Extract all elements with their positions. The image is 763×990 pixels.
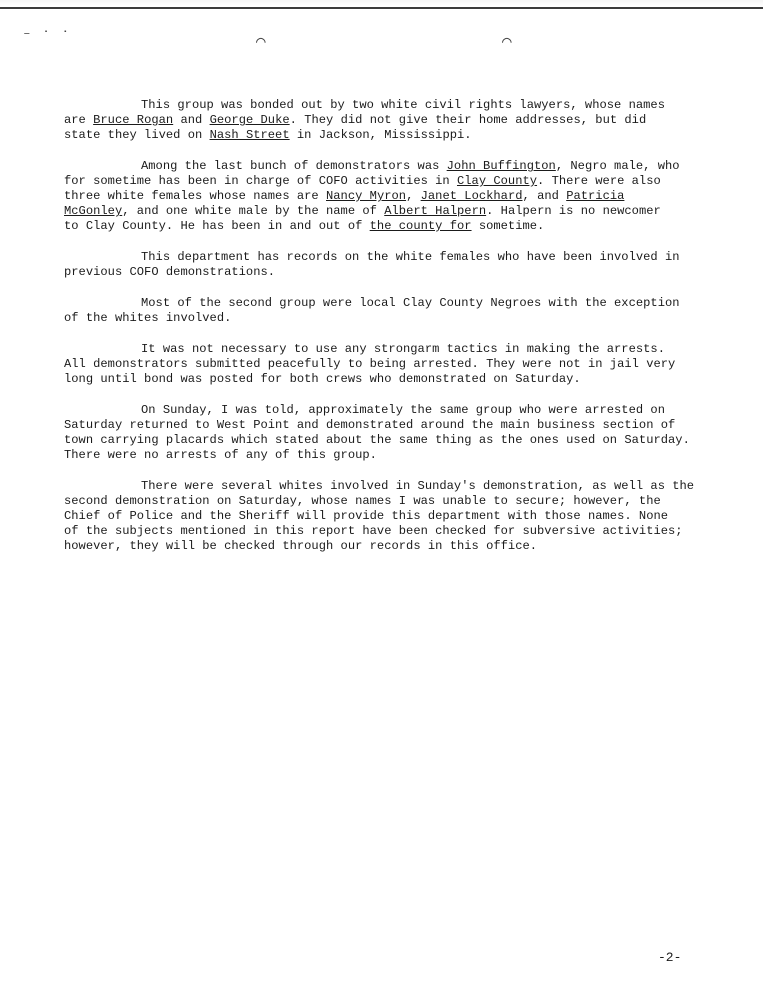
page-top-edge xyxy=(0,0,763,9)
paragraph-text: Among the last bunch of demonstrators was xyxy=(141,159,447,173)
paragraph-text: sometime. xyxy=(471,219,545,233)
paragraph-text: There were several whites involved in Sunday's demonstration, as well as the second demonstration on Saturday, whose names I was unable to secure; however, the Chief of Police and the Sheriff will provide this department with those names. None of the subjects mentioned in this report have been checked for subversive activities; however, they will be checked through our records in this office. xyxy=(64,479,695,553)
paragraph xyxy=(64,342,709,387)
paragraph xyxy=(64,403,709,463)
paragraph-text: This group was bonded out by two white civil rights lawyers, whose names are xyxy=(64,98,665,127)
underlined-name: Bruce Rogan xyxy=(93,113,174,127)
underlined-name: the county for xyxy=(369,219,472,233)
hole-punch-mark-left: ⌒ xyxy=(256,33,266,51)
paragraph-text: , Negro male, who for sometime has been in charge of COFO activities in xyxy=(64,159,680,188)
paragraph xyxy=(64,250,709,280)
paragraph-text: Most of the second group were local Clay County Negroes with the exception of the whites involved. xyxy=(64,296,680,325)
paragraph xyxy=(64,159,709,234)
paragraph xyxy=(64,479,709,554)
paragraph-text: On Sunday, I was told, approximately the same group who were arrested on Saturday returned to West Point and demonstrated around the main business section of town carrying placards which stated about the same thing as the ones used on Saturday. There were no arrests of any of this group. xyxy=(64,403,690,462)
paragraph-text: and xyxy=(173,113,210,127)
paragraph-text: in Jackson, Mississippi. xyxy=(289,128,472,142)
underlined-name: Nash Street xyxy=(209,128,290,142)
margin-mark: ⁻ ˙ ˙ xyxy=(22,29,71,47)
paragraph xyxy=(64,296,709,326)
paragraph-text: This department has records on the white females who have been involved in previous COFO demonstrations. xyxy=(64,250,680,279)
paragraph-text: . Halpern is no newcomer to Clay County. He has been in and out of xyxy=(64,204,661,233)
page-number: -2- xyxy=(658,950,682,965)
paragraph-text: . They did not give their home addresses, but did state they lived on xyxy=(64,113,647,142)
underlined-name: Clay County xyxy=(456,174,538,188)
paragraph-text: , xyxy=(406,189,421,203)
underlined-name: Patricia McGonley xyxy=(64,189,625,218)
paragraph-text: It was not necessary to use any strongarm tactics in making the arrests. All demonstrators submitted peacefully to being arrested. They were not in jail very long until bond was posted for both crews who demonstrated on Saturday. xyxy=(64,342,676,386)
underlined-name: John Buffington xyxy=(446,159,556,173)
paragraph-text: . There were also three white females whose names are xyxy=(64,174,661,203)
document-body xyxy=(64,98,709,570)
underlined-name: Janet Lockhard xyxy=(420,189,523,203)
underlined-name: George Duke xyxy=(209,113,290,127)
paragraph-text: , and xyxy=(522,189,567,203)
hole-punch-mark-right: ⌒ xyxy=(502,33,512,51)
underlined-name: Nancy Myron xyxy=(326,189,407,203)
underlined-name: Albert Halpern xyxy=(384,204,487,218)
paragraph-text: , and one white male by the name of xyxy=(122,204,385,218)
paragraph xyxy=(64,98,709,143)
